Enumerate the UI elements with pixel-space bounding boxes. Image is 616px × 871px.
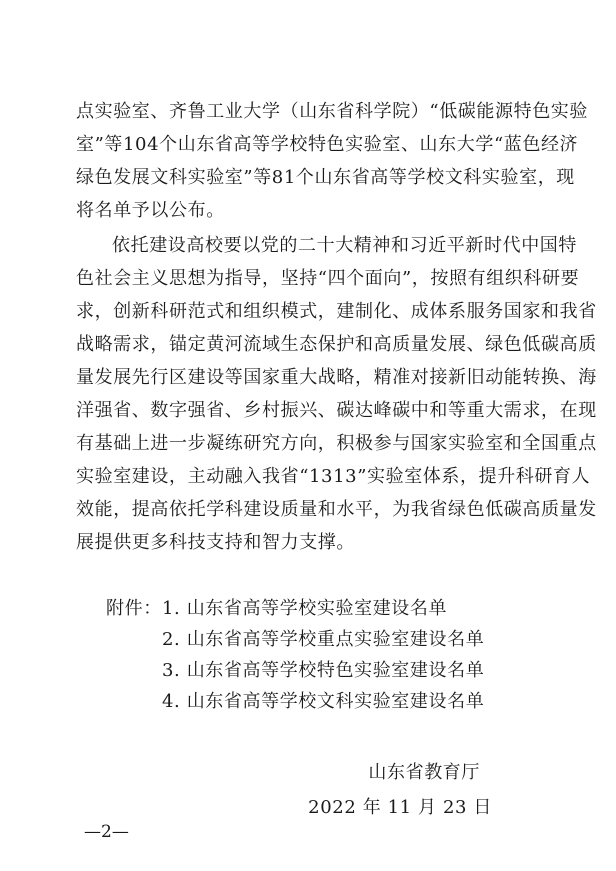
attachment-item bbox=[106, 593, 484, 624]
text-line: 色社会主义思想为指导，坚持“四个面向”，按照有组织科研要 bbox=[76, 268, 580, 289]
issuer-name: 山东省教育厅 bbox=[368, 762, 480, 783]
attachment-item bbox=[106, 686, 484, 717]
attachments-list bbox=[106, 593, 484, 717]
issue-date: 2022 年 11 月 23 日 bbox=[308, 797, 492, 818]
text-line: 室”等104个山东省高等学校特色实验室、山东大学“蓝色经济 bbox=[76, 134, 579, 155]
attachment-item bbox=[106, 624, 484, 655]
paragraph-1 bbox=[76, 95, 588, 227]
text-line: 实验室建设，主动融入我省“1313”实验室体系，提升科研育人 bbox=[76, 466, 591, 487]
text-line: 效能，提高依托学科建设质量和水平，为我省绿色低碳高质量发 bbox=[76, 499, 597, 520]
text-line: 量发展先行区建设等国家重大战略，精准对接新旧动能转换、海 bbox=[76, 367, 597, 388]
text-line: 求，创新科研范式和组织模式，建制化、成体系服务国家和我省 bbox=[76, 301, 597, 322]
text-line: 将名单予以公布。 bbox=[76, 200, 225, 221]
text-line: 展提供更多科技支持和智力支撑。 bbox=[76, 532, 355, 553]
text-line: 依托建设高校要以党的二十大精神和习近平新时代中国特 bbox=[112, 235, 577, 256]
paragraph-2 bbox=[76, 229, 597, 559]
text-line: 绿色发展文科实验室”等81个山东省高等学校文科实验室，现 bbox=[76, 167, 575, 188]
text-line: 战略需求，锚定黄河流域生态保护和高质量发展、绿色低碳高质 bbox=[76, 334, 597, 355]
attachment-title: 1. 山东省高等学校实验室建设名单 bbox=[162, 598, 448, 619]
attachment-title: 3. 山东省高等学校特色实验室建设名单 bbox=[162, 660, 485, 681]
text-line: 有基础上进一步凝练研究方向，积极参与国家实验室和全国重点 bbox=[76, 433, 597, 454]
attachment-item bbox=[106, 655, 484, 686]
text-line: 点实验室、齐鲁工业大学（山东省科学院）“低碳能源特色实验 bbox=[76, 101, 588, 122]
attachment-title: 4. 山东省高等学校文科实验室建设名单 bbox=[162, 691, 485, 712]
attachment-title: 2. 山东省高等学校重点实验室建设名单 bbox=[162, 629, 485, 650]
text-line: 洋强省、数字强省、乡村振兴、碳达峰碳中和等重大需求，在现 bbox=[76, 400, 597, 421]
attachments-label: 附件： bbox=[106, 598, 162, 619]
page-number: —2— bbox=[84, 822, 129, 842]
